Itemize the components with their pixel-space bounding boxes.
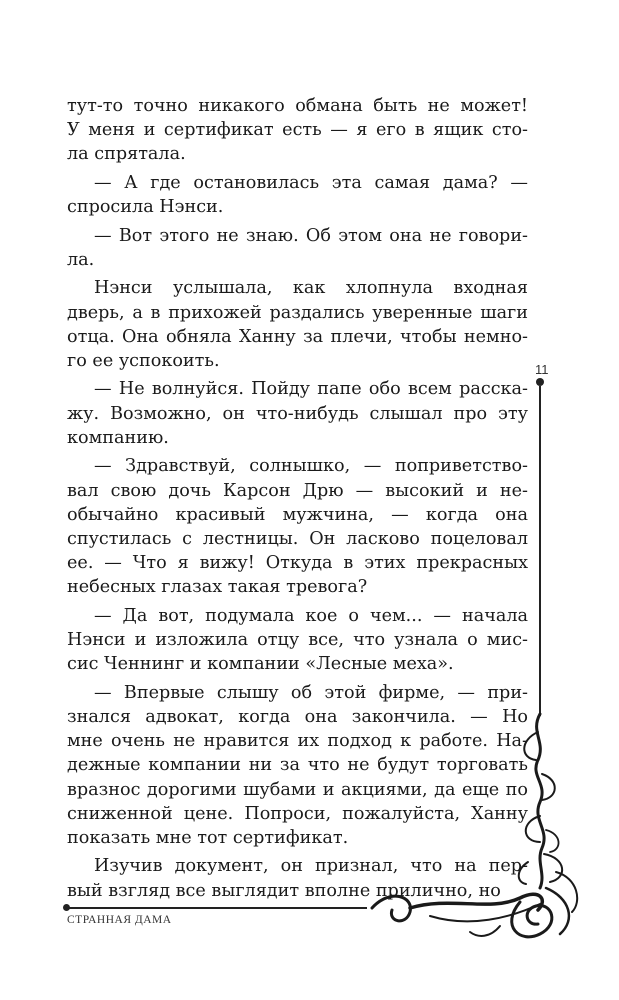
- text-line: — Не волнуйся. Пойду папе обо всем расска-: [94, 379, 528, 400]
- footer-rule: [67, 907, 367, 909]
- text-line: компанию.: [67, 427, 169, 448]
- text-line: тут-то точно никакого обмана быть не может!: [67, 96, 528, 116]
- text-line: спустилась с лестницы. Он ласково поцеловал: [67, 528, 528, 549]
- text-line: жу. Возможно, он что-нибудь слышал про эту: [67, 403, 528, 424]
- text-line: показать мне тот сертификат.: [67, 827, 349, 848]
- paragraph: [67, 604, 528, 677]
- paragraph: [67, 454, 528, 599]
- text-line: сис Ченнинг и компании «Лесные меха».: [67, 654, 454, 675]
- text-line: спросила Нэнси.: [67, 197, 224, 218]
- text-line: — Впервые слышу об этой фирме, — при-: [94, 682, 528, 703]
- text-line: У меня и сертификат есть — я его в ящик сто-: [67, 120, 528, 141]
- text-line: вал свою дочь Карсон Дрю — высокий и не-: [67, 480, 528, 501]
- text-line: сниженной цене. Попроси, пожалуйста, Ханну: [67, 803, 528, 824]
- text-line: ла спрятала.: [67, 144, 186, 165]
- text-line: Нэнси и изложила отцу все, что узнала о мис-: [67, 630, 528, 651]
- text-line: ее. — Что я вижу! Откуда в этих прекрасных: [67, 553, 528, 574]
- vertical-rule-dot: [536, 378, 544, 386]
- text-line: — Да вот, подумала кое о чем... — начала: [94, 605, 528, 626]
- text-line: вразнос дорогими шубами и акциями, да еще по: [67, 779, 528, 800]
- running-title: СТРАННАЯ ДАМА: [67, 914, 172, 926]
- text-line: — А где остановилась эта самая дама? —: [94, 172, 528, 193]
- text-line: — Вот этого не знаю. Об этом она не говори-: [94, 225, 528, 246]
- text-line: го ее успокоить.: [67, 350, 220, 371]
- text-line: мне очень не нравится их подход к работе. На-: [67, 731, 528, 752]
- text-line: Изучив документ, он признал, что на пер-: [94, 856, 528, 877]
- paragraph: [67, 171, 528, 219]
- text-line: ла.: [67, 249, 95, 270]
- paragraph: [67, 94, 528, 167]
- paragraph: [67, 224, 528, 272]
- vertical-rule: [539, 386, 541, 716]
- text-line: Нэнси услышала, как хлопнула входная: [94, 278, 528, 299]
- text-line: дверь, а в прихожей раздались уверенные шаги: [67, 302, 528, 323]
- text-line: — Здравствуй, солнышко, — поприветство-: [94, 456, 528, 477]
- text-line: обычайно красивый мужчина, — когда она: [67, 504, 528, 525]
- text-line: дежные компании ни за что не будут торговать: [67, 755, 528, 776]
- flourish-ornament: [370, 712, 585, 944]
- paragraph: [67, 276, 528, 373]
- paragraph: [67, 377, 528, 450]
- text-line: знался адвокат, когда она закончила. — Но: [67, 706, 528, 727]
- text-line: вый взгляд все выглядит вполне прилично, но: [67, 880, 501, 901]
- text-line: небесных глазах такая тревога?: [67, 577, 368, 598]
- page-number: 11: [535, 362, 549, 377]
- text-line: отца. Она обняла Ханну за плечи, чтобы немно-: [67, 326, 528, 347]
